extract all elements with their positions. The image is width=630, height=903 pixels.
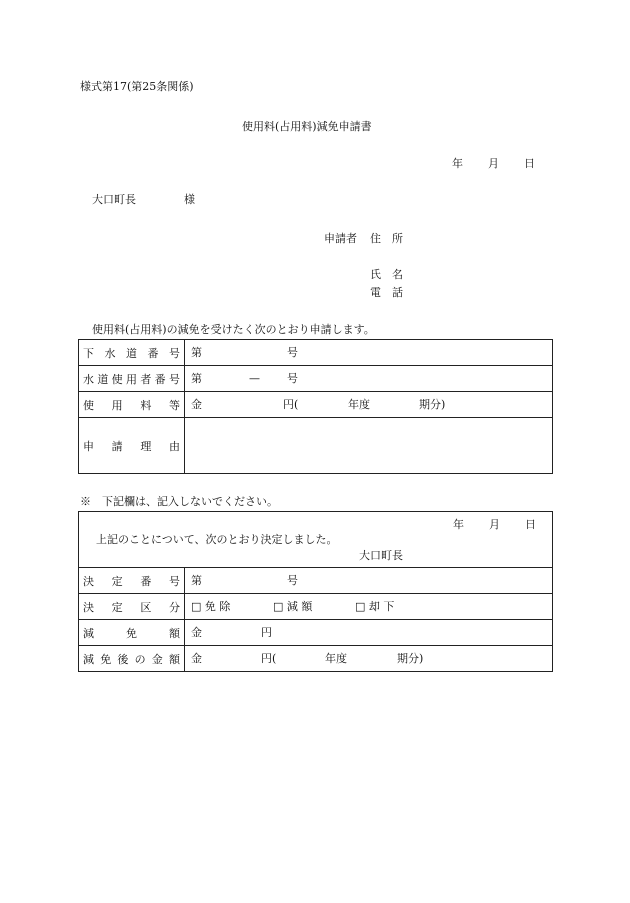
- label-char: 号: [169, 346, 180, 360]
- address-label: 住 所: [370, 232, 403, 245]
- label-char: 理: [140, 439, 152, 453]
- applicant-label: 申請者: [324, 232, 357, 245]
- decision-signer: 大口町長: [359, 549, 403, 562]
- label-char: 区: [140, 600, 152, 614]
- reduction-amount-label: [79, 620, 185, 646]
- label-char: 免: [100, 652, 112, 666]
- table-row: [79, 594, 553, 620]
- decision-statement-cell: [79, 512, 553, 568]
- field-segments: [191, 574, 552, 588]
- label-char: の: [134, 652, 146, 666]
- table-row: [79, 366, 553, 392]
- usage-fee-label: [79, 392, 185, 418]
- label-char: 号: [168, 372, 180, 386]
- field-segments: [191, 372, 552, 386]
- decision-number-field[interactable]: [185, 568, 553, 594]
- field-segments: [191, 398, 552, 412]
- label-char: 道: [126, 346, 137, 360]
- label-char: 用: [125, 372, 137, 386]
- field-fiscal-year: 年度: [348, 397, 370, 411]
- decision-number-label: [79, 568, 185, 594]
- date-day: 日: [524, 157, 535, 170]
- label-char: 者: [140, 372, 152, 386]
- amount-after-reduction-label: [79, 646, 185, 672]
- field-term: 期分): [419, 397, 446, 411]
- label-char: 決: [83, 600, 94, 614]
- table-row: [79, 340, 553, 366]
- decision-table: [78, 511, 553, 672]
- table-row: [79, 418, 553, 474]
- addressee-honorific: 様: [184, 193, 195, 206]
- label-char: 料: [140, 398, 152, 412]
- date-month: 月: [488, 157, 499, 170]
- label-char: 水: [83, 372, 94, 386]
- label-char: 額: [169, 626, 180, 640]
- label-char: 決: [83, 574, 94, 588]
- field-yen: 円: [261, 625, 272, 639]
- field-segments: [191, 626, 552, 640]
- decision-date-month: 月: [489, 518, 500, 531]
- label-char: 番: [147, 346, 159, 360]
- field-segments: [191, 346, 552, 360]
- table-row: [79, 392, 553, 418]
- addressee-name: 大口町長: [92, 193, 136, 206]
- label-char: 使: [111, 372, 123, 386]
- justified-label: [83, 397, 180, 413]
- justified-label: [83, 345, 180, 361]
- field-suffix: 号: [287, 573, 298, 587]
- table-row: [79, 568, 553, 594]
- form-number: 様式第17(第25条関係): [80, 80, 194, 93]
- label-char: 番: [140, 574, 152, 588]
- field-term: 期分): [397, 651, 424, 665]
- option-reduce-checkbox[interactable]: □ 減 額: [273, 599, 313, 613]
- justified-label: [83, 573, 180, 589]
- decision-date-year: 年: [453, 518, 464, 531]
- field-fiscal-year: 年度: [325, 651, 347, 665]
- request-sentence: 使用料(占用料)の減免を受けたく次のとおり申請します。: [92, 323, 375, 336]
- label-char: 使: [83, 398, 94, 412]
- label-char: 定: [111, 574, 123, 588]
- label-char: 分: [168, 600, 180, 614]
- label-char: 等: [168, 398, 180, 412]
- label-char: 定: [111, 600, 123, 614]
- field-prefix: 第: [191, 573, 202, 587]
- sewer-number-field[interactable]: [185, 340, 553, 366]
- label-char: 金: [151, 652, 163, 666]
- water-user-number-label: [79, 366, 185, 392]
- justified-label: [83, 651, 180, 667]
- decision-date-day: 日: [525, 518, 536, 531]
- field-yen: 円(: [261, 651, 277, 665]
- label-char: 請: [111, 439, 123, 453]
- water-user-number-field[interactable]: [185, 366, 553, 392]
- label-char: 申: [83, 439, 94, 453]
- label-char: 由: [168, 439, 180, 453]
- table-row: [79, 620, 553, 646]
- date-year: 年: [452, 157, 463, 170]
- label-char: 後: [117, 652, 129, 666]
- field-prefix: 金: [191, 651, 202, 665]
- usage-fee-field[interactable]: [185, 392, 553, 418]
- justified-label: [83, 599, 180, 615]
- field-segments: [191, 600, 552, 614]
- field-prefix: 第: [191, 345, 202, 359]
- document-title: 使用料(占用料)減免申請書: [242, 120, 372, 133]
- label-char: 水: [104, 346, 116, 360]
- field-dash: —: [249, 371, 260, 385]
- application-table: [78, 339, 553, 474]
- phone-label: 電 話: [370, 286, 403, 299]
- label-char: 減: [83, 652, 94, 666]
- label-char: 下: [83, 346, 94, 360]
- decision-category-label: [79, 594, 185, 620]
- field-suffix: 号: [287, 345, 298, 359]
- label-char: 額: [168, 652, 180, 666]
- reason-label: [79, 418, 185, 474]
- table-row: [79, 646, 553, 672]
- decision-sentence: 上記のことについて、次のとおり決定しました。: [96, 533, 338, 546]
- justified-label: [83, 371, 180, 387]
- field-yen: 円(: [283, 397, 299, 411]
- option-reject-checkbox[interactable]: □ 却 下: [355, 599, 395, 613]
- field-suffix: 号: [287, 371, 298, 385]
- field-prefix: 第: [191, 371, 202, 385]
- label-char: 用: [111, 398, 123, 412]
- office-use-note: ※ 下記欄は、記入しないでください。: [80, 495, 278, 508]
- reason-field[interactable]: [185, 418, 553, 474]
- label-char: 免: [126, 626, 137, 640]
- justified-label: [83, 438, 180, 454]
- label-char: 号: [168, 574, 180, 588]
- justified-label: [83, 625, 180, 641]
- decision-category-field: [185, 594, 553, 620]
- field-prefix: 金: [191, 397, 202, 411]
- sewer-number-label: [79, 340, 185, 366]
- reduction-amount-field[interactable]: [185, 620, 553, 646]
- table-row: [79, 512, 553, 568]
- name-label: 氏 名: [370, 268, 403, 281]
- field-prefix: 金: [191, 625, 202, 639]
- option-exempt-checkbox[interactable]: □ 免 除: [191, 599, 231, 613]
- label-char: 道: [97, 372, 109, 386]
- label-char: 番: [154, 372, 166, 386]
- label-char: 減: [83, 626, 94, 640]
- amount-after-reduction-field[interactable]: [185, 646, 553, 672]
- field-segments: [191, 652, 552, 666]
